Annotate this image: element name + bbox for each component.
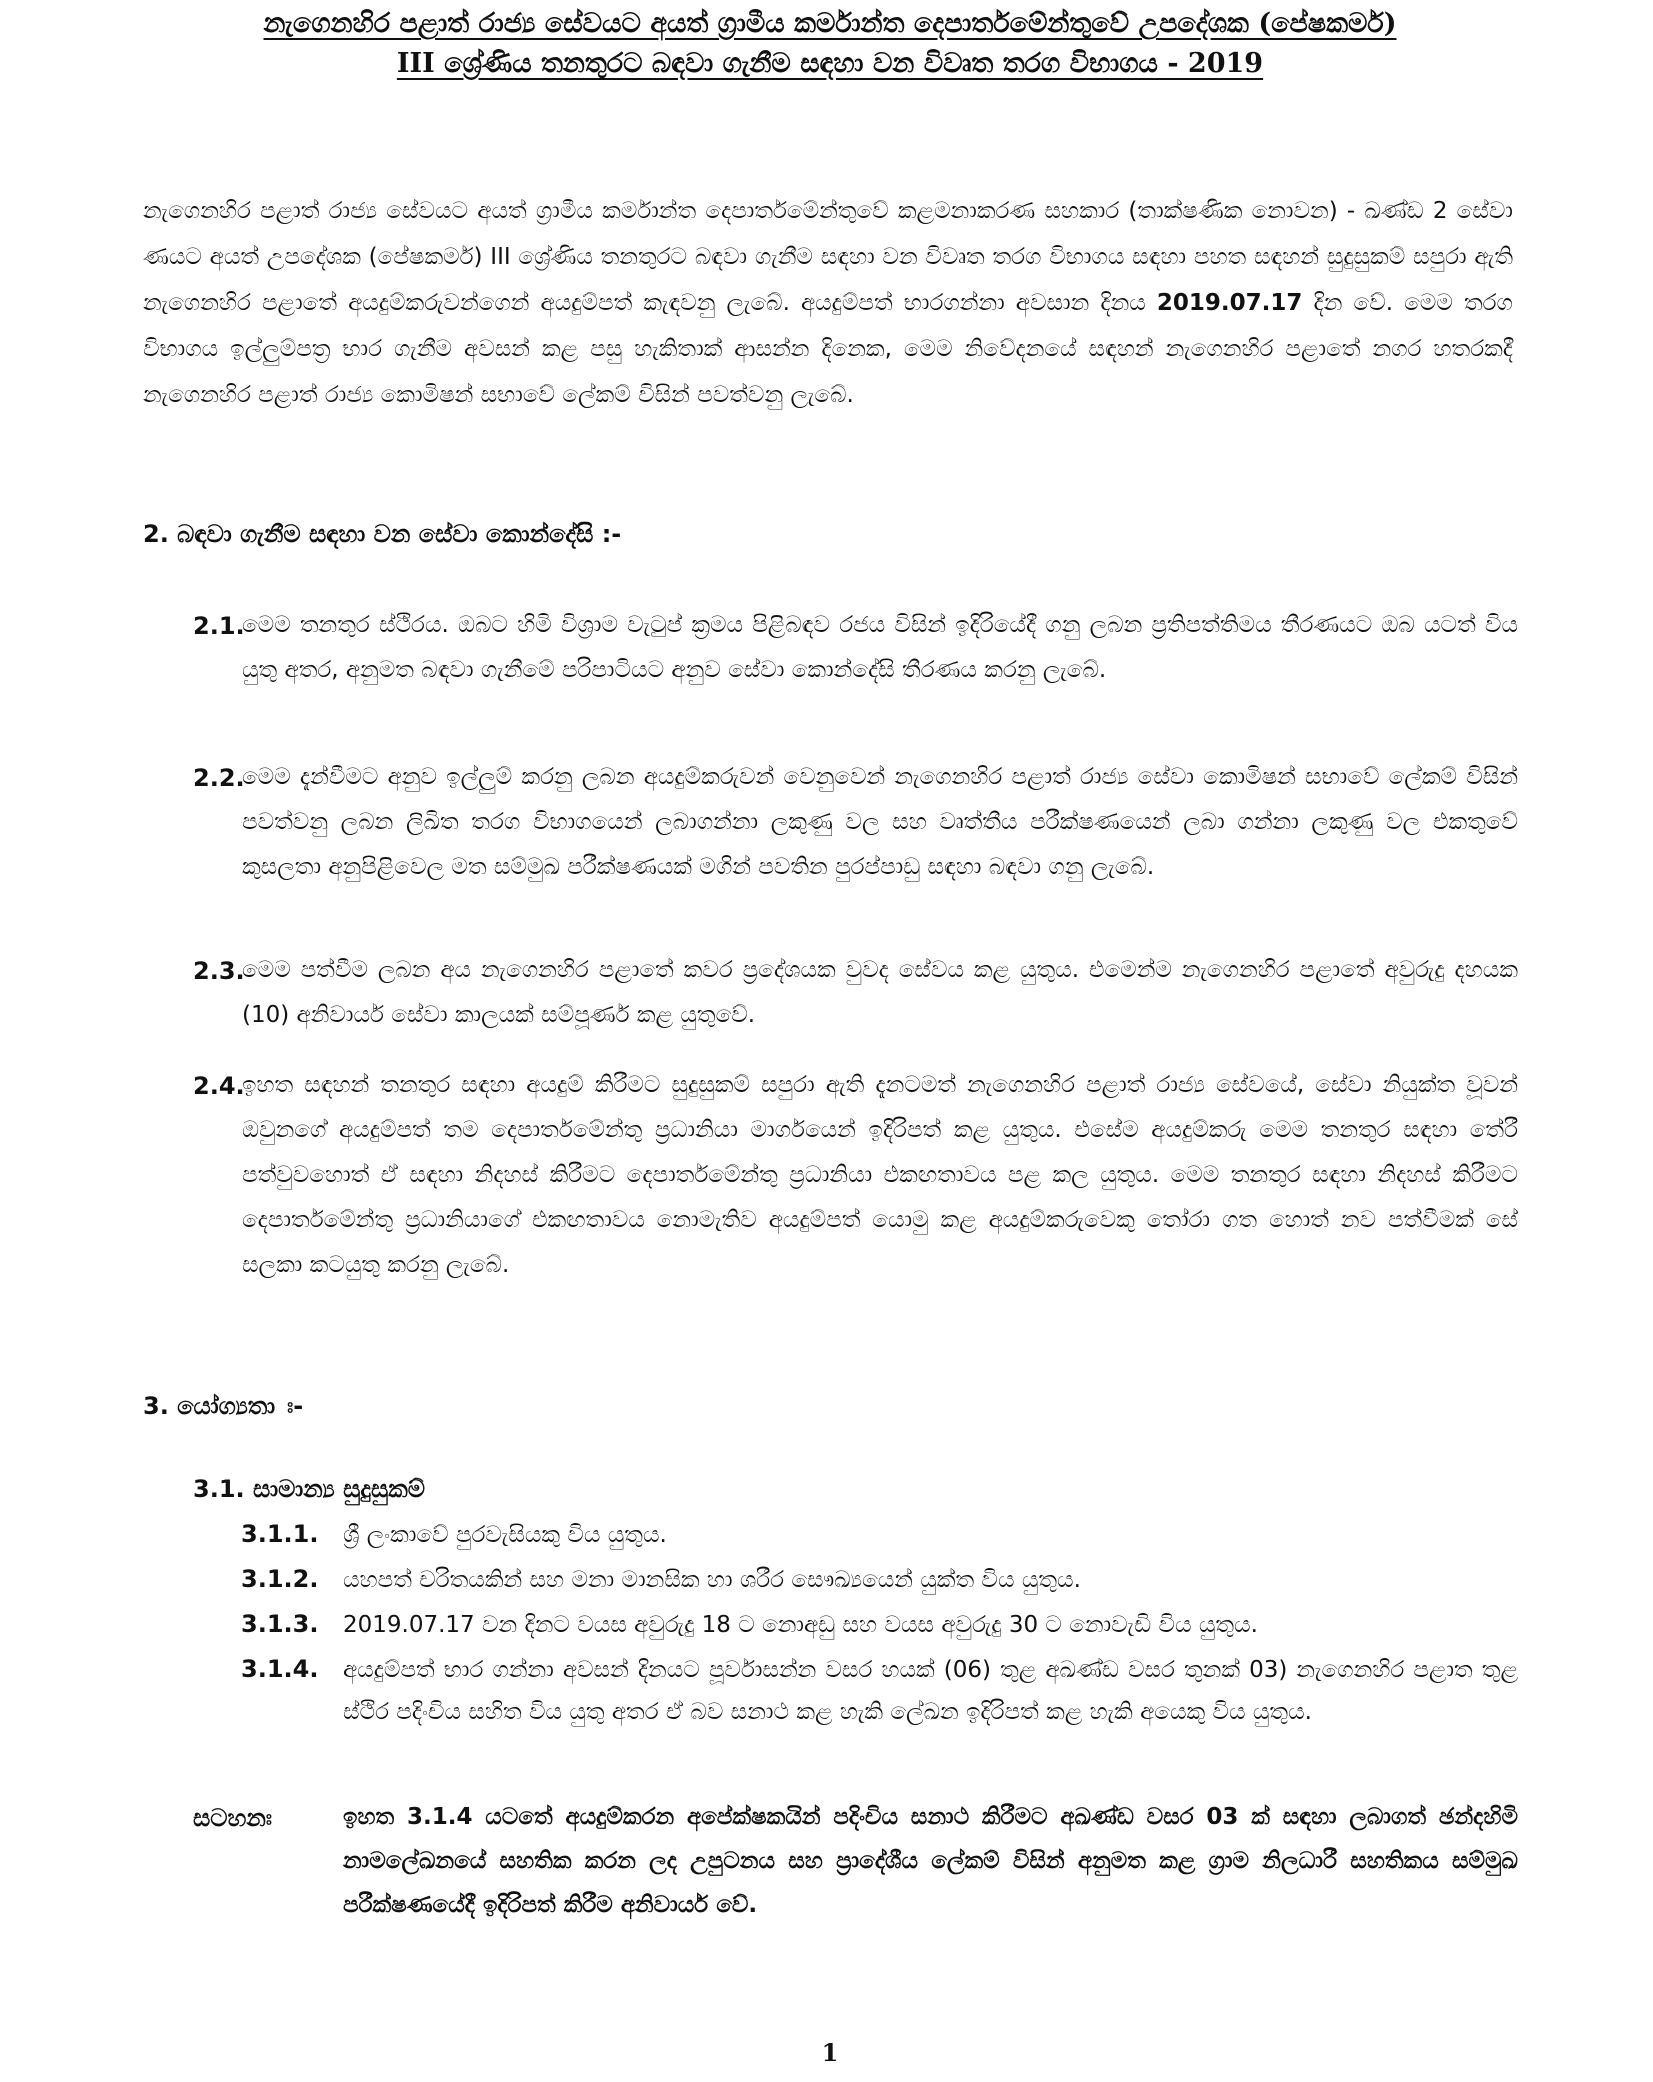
document-title-line-1: නැගෙනහිර පළාත් රාජ්‍ය සේවයට අයත් ග්‍රාමීය කර්මාන්ත දෙපාර්තමේන්තුවේ උපදේශක (පේෂකර්ම) [263,8,1397,39]
item-3-1-1-number: 3.1.1. [241,1520,319,1548]
item-2-2-text: මෙම දැන්වීමට අනුව ඉල්ලුම් කරනු ලබන අයදුම්කරුවන් වෙනුවෙන් නැගෙනහිර පළාත් රාජ්‍ය සේවා කොමිෂන් සභාවේ ලේකම් විසින් පවත්වනු ලබන ලිඛිත තරග විභාගයෙන් ලබාගන්නා ලකුණු වල සහ වෘත්තීය පරීක්ෂණයෙන් ලබා ගන්නා ලකුණු වල එකතුවේ කුසලතා අනුපිළිවෙල මත සම්මුඛ පරීක්ෂණයක් මගින් පවතින පුරප්පාඩු සඳහා බඳවා ගනු ලැබේ. [242,764,1518,880]
note-label: සටහනඃ [193,1804,272,1832]
section-3-heading: 3. යෝග්‍යතා ඃ- [143,1392,304,1420]
document-title-line-2: III ශ්‍රේණිය තනතුරට බඳවා ගැනීම සඳහා වන විවෘත තරග විභාගය - 2019 [396,48,1264,79]
item-3-1-3-number: 3.1.3. [241,1610,319,1638]
note-text: ඉහත 3.1.4 යටතේ අයදුම්කරන අපේක්ෂකයින් පදිංචිය සනාථ කිරීමට අඛණ්ඩ වසර 03 ක් සඳහා ලබාගත් ඡන්දහිමි නාමලේඛනයේ සහතික කරන ලද උපුටනය සහ ප්‍රාදේශීය ලේකම් විසින් අනුමත කළ ග්‍රාම නිලධාරී සහතිකය සම්මුඛ පරීක්ෂණයේදී ඉදිරිපත් කිරීම අනිවාර්ය වේ. [343,1804,1518,1918]
item-2-4-number: 2.4. [193,1072,245,1100]
intro-paragraph [143,188,1513,418]
page-number: 1 [821,2038,839,2067]
deadline-date: 2019.07.17 [1156,290,1303,316]
item-2-1-number: 2.1. [193,612,245,640]
intro-text-part-1: නැගෙනහිර පළාත් රාජ්‍ය සේවයට අයත් ග්‍රාමීය කර්මාන්ත දෙපාර්තමේන්තුවේ කළමනාකරණ සහකාර (තාක්ෂණික නොවන) - ඛණ්ඩ 2 සේවා ණයට අයත් උපදේශක (පේෂකර්ම) III ශ්‍රේණිය තනතුරට බඳවා ගැනීම සඳහා වන විවෘත තරග විභාගය සඳහා පහත සඳහන් සුදුසුකම් සපුරා ඇති නැගෙනහිර පළාතේ අයදුම්කරුවන්ගෙන් අයදුම්පත් කැඳවනු ලැබේ. අයදුම්පත් භාරගන්නා අවසාන දිනය [143,198,1513,316]
item-3-1-3-text: 2019.07.17 වන දිනට වයස අවුරුදු 18 ට නොඅඩු සහ වයස අවුරුදු 30 ට නොවැඩි විය යුතුය. [343,1612,1258,1638]
item-3-1-4-text: අයදුම්පත් භාර ගන්නා අවසන් දිනයට පූර්වාසන්න වසර හයක් (06) තුළ අඛණ්ඩ වසර තුනක් 03) නැගෙනහිර පළාත තුළ ස්ථිර පදිංචිය සහිත විය යුතු අතර ඒ බව සනාථ කළ හැකි ලේඛන ඉදිරිපත් කළ හැකි අයෙකු විය යුතුය. [343,1657,1518,1725]
section-3-1-heading: 3.1. සාමාන්‍ය සුදුසුකම් [193,1475,425,1503]
section-2-heading: 2. බඳවා ගැනීම සඳහා වන සේවා කොන්දේසි :- [143,520,622,548]
item-3-1-1-text: ශ්‍රී ලංකාවේ පුරවැසියකු විය යුතුය. [343,1522,667,1548]
intro-text-part-2: දින වේ. මෙම තරග විභාගය ඉල්ලුම්පත්‍ර භාර ගැනීම අවසන් කළ පසු හැකිතාක් ආසන්න දිනෙක, මෙම නිවේදනයේ සඳහන් නැගෙනහිර පළාතේ නගර හතරකදී නැගෙනහිර පළාත් රාජ්‍ය කොමිෂන් සභාවේ ලේකම් විසින් පවත්වනු ලැබේ. [143,290,1513,408]
item-2-1-text: මෙම තනතුර ස්ථිරය. ඔබට හිමි විශ්‍රාම වැටුප් ක්‍රමය පිළිබඳව රජය විසින් ඉදිරියේදී ගනු ලබන ප්‍රතිපත්තිමය තීරණයට ඔබ යටත් විය යුතු අතර, අනුමත බඳවා ගැනීමේ පරිපාටියට අනුව සේවා කොන්දේසි තීරණය කරනු ලැබේ. [242,612,1518,683]
item-2-3-number: 2.3. [193,957,245,985]
item-3-1-2-text: යහපත් චරිතයකින් සහ මනා මානසික හා ශරීර සෞඛ්‍යයෙන් යුක්ත විය යුතුය. [343,1567,1081,1593]
item-3-1-4-number: 3.1.4. [241,1655,319,1683]
item-3-1-2-number: 3.1.2. [241,1565,319,1593]
item-2-3-text: මෙම පත්වීම ලබන අය නැගෙනහිර පළාතේ කවර ප්‍රදේශයක වුවද සේවය කළ යුතුය. එමෙන්ම නැගෙනහිර පළාතේ අවුරුදු දහයක (10) අනිවාර්ය සේවා කාලයක් සම්පූර්ණ කළ යුතුවේ. [242,957,1518,1028]
item-2-2-number: 2.2. [193,764,245,792]
item-2-4-text: ඉහත සඳහන් තනතුර සඳහා අයදුම් කිරීමට සුදුසුකම් සපුරා ඇති දැනටමත් නැගෙනහිර පළාත් රාජ්‍ය සේවයේ, සේවා නියුක්ත වූවන් ඔවුනගේ අයදුම්පත් තම දෙපාර්තමේන්තු ප්‍රධානියා මාර්ගයෙන් ඉදිරිපත් කළ යුතුය. එසේම අයදුම්කරු මෙම තනතුර සඳහා තේරී පත්වුවහොත් ඒ සඳහා නිදහස් කිරීමට දෙපාර්තමේන්තු ප්‍රධානියා එකඟතාවය පළ කල යුතුය. මෙම තනතුර සඳහා නිදහස් කිරීමට දෙපාර්තමේන්තු ප්‍රධානියාගේ එකඟතාවය නොමැතිව අයදුම්පත් යොමු කළ අයදුම්කරුවෙකු තෝරා ගත හොත් නව පත්වීමක් සේ සලකා කටයුතු කරනු ලැබේ. [242,1072,1518,1278]
